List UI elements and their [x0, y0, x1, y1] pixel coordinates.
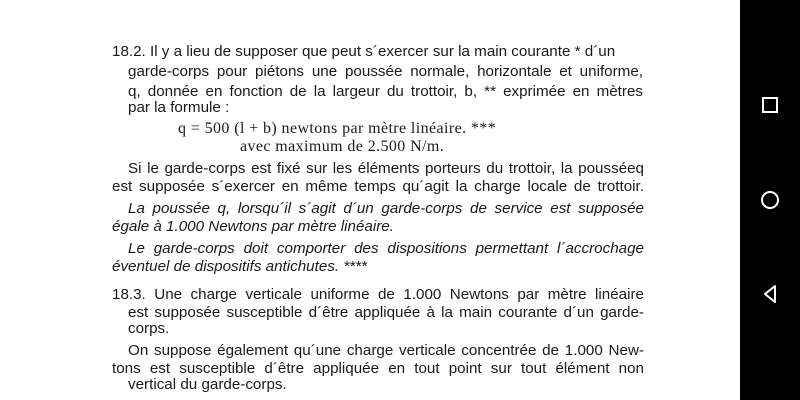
paragraph-concentrated-line-1: On suppose également qu´une charge verticale concentrée de 1.000 New- — [128, 342, 644, 359]
paragraph-antichute-line-1: Le garde-corps doit comporter des dispositions permettant l´accrochage — [128, 240, 644, 257]
section-18-2-line-3: q, donnée en fonction de la largeur du trottoir, b, ** exprimée en mètres — [128, 83, 643, 100]
recents-button[interactable] — [754, 89, 786, 121]
section-18-2-line-4: par la formule : — [128, 99, 230, 116]
back-button[interactable] — [754, 278, 786, 310]
section-18-2-line-2: garde-corps pour piétons une poussée normale, horizontale et uniforme, — [128, 63, 643, 80]
formula-line-1: q = 500 (l + b) newtons par mètre linéaire. *** — [178, 120, 497, 137]
paragraph-fixed-line-2: est supposée s´exercer en même temps qu´agit la charge locale de trottoir. — [112, 178, 644, 195]
triangle-back-icon — [760, 283, 780, 305]
paragraph-service-line-2: égale à 1.000 Newtons par mètre linéaire. — [112, 218, 394, 235]
paragraph-concentrated-line-2: tons est susceptible d´être appliquée en tout point sur tout élément non — [112, 360, 644, 377]
section-18-3-line-3: corps. — [128, 320, 170, 337]
paragraph-concentrated-line-3: vertical du garde-corps. — [128, 376, 287, 393]
paragraph-fixed-line-1: Si le garde-corps est fixé sur les éléments porteurs du trottoir, la pousséeq — [128, 160, 644, 177]
paragraph-antichute-line-2: éventuel de dispositifs antichutes. **** — [112, 258, 367, 275]
section-18-2-line-1: 18.2. Il y a lieu de supposer que peut s´exercer sur la main courante * d´un — [112, 43, 616, 60]
home-button[interactable] — [754, 184, 786, 216]
formula-line-2: avec maximum de 2.500 N/m. — [240, 138, 445, 155]
square-icon — [761, 96, 779, 114]
section-18-3-line-2: est supposée susceptible d´être appliquée à la main courante d´un garde- — [128, 304, 644, 321]
section-18-3-line-1: 18.3. Une charge verticale uniforme de 1.000 Newtons par mètre linéaire — [112, 286, 644, 303]
paragraph-service-line-1: La poussée q, lorsqu´il s´agit d´un garde-corps de service est supposée — [128, 200, 644, 217]
navigation-bar — [740, 0, 800, 400]
circle-icon — [759, 189, 781, 211]
